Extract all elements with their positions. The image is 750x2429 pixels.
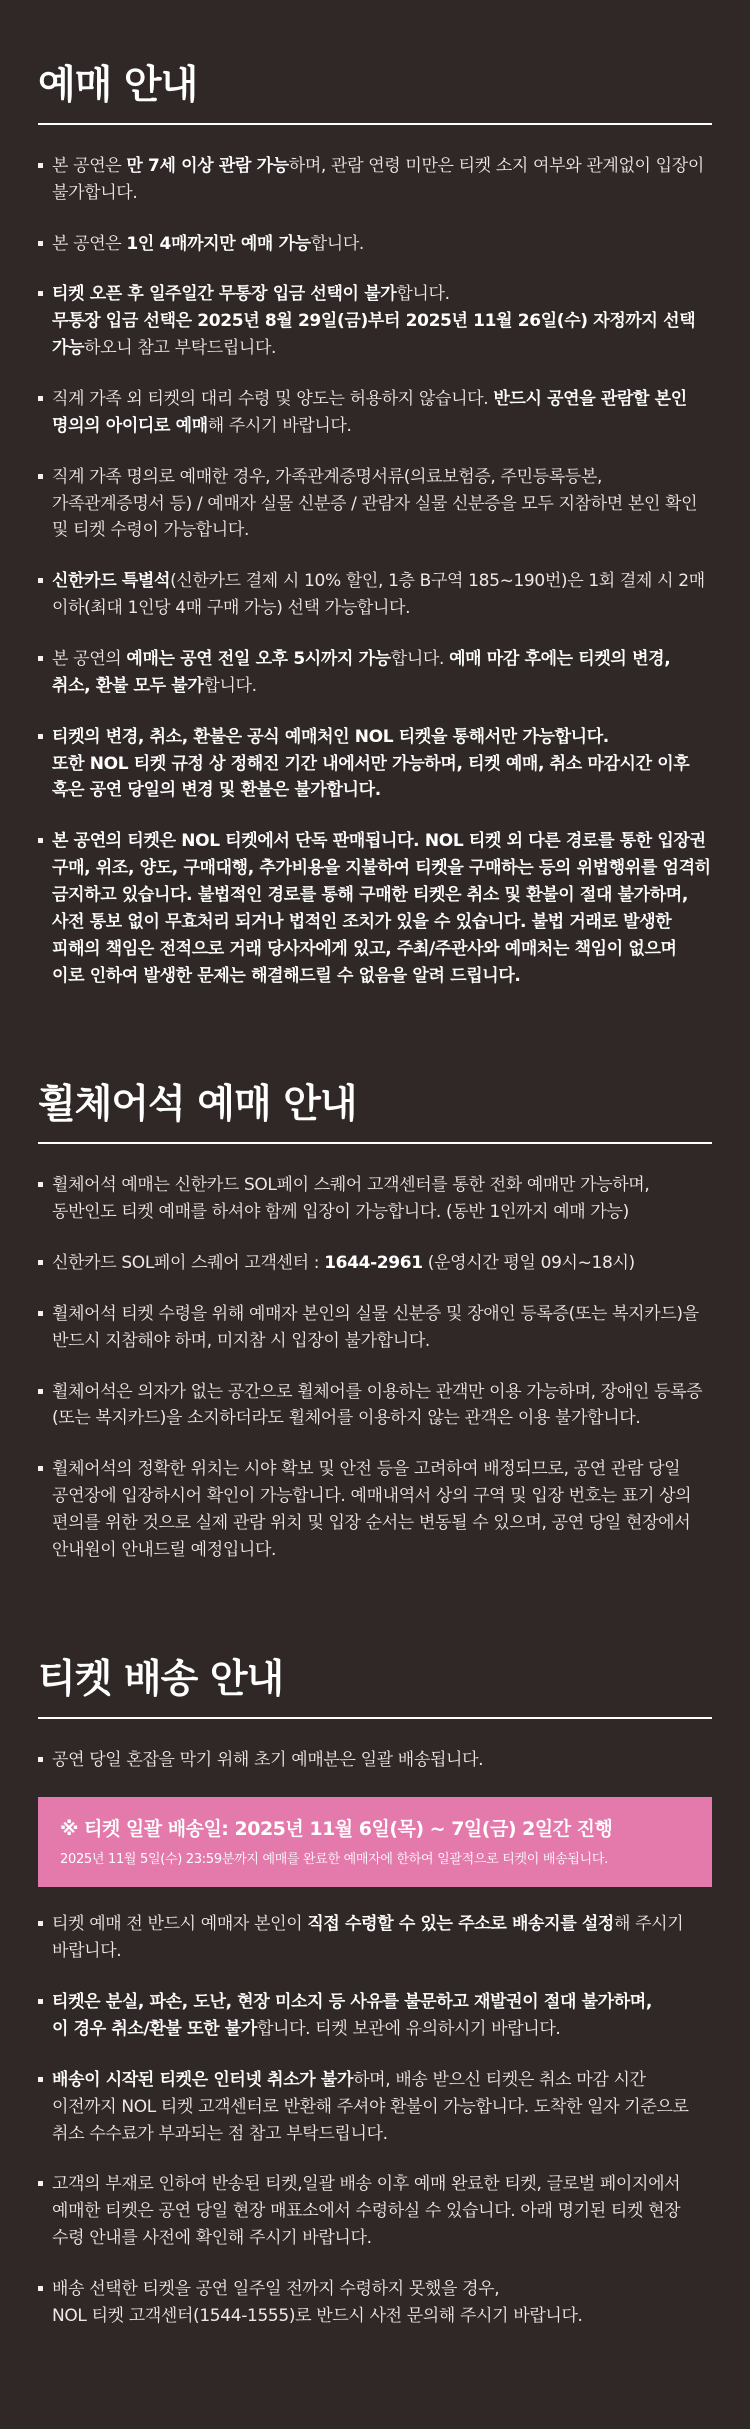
emphasized-text: 1인 4매까지만 예매 가능 xyxy=(126,233,311,254)
emphasized-text: 신한카드 특별석 xyxy=(52,571,171,592)
emphasized-text: 반드시 공연을 관람할 본인 명의의 아이디로 예매 xyxy=(52,389,687,436)
notice-text: 합니다. xyxy=(390,649,450,670)
emphasized-text: 또한 NOL 티켓 규정 상 정해진 기간 내에서만 가능하며, 티켓 예매, 취소 마감시간 이후 혹은 공연 당일의 변경 및 환불은 불가합니다. xyxy=(52,753,690,801)
emphasized-text: 만 7세 이상 관람 가능 xyxy=(126,155,289,176)
emphasized-text: 1644-2961 xyxy=(324,1253,423,1274)
notice-text: 해 주시기 바랍니다. xyxy=(207,415,352,436)
emphasized-text: 예매 마감 후에는 티켓의 변경, 취소, 환불 모두 불가 xyxy=(52,649,671,696)
emphasized-text: 이 경우 취소/환불 또한 불가 xyxy=(52,2019,257,2040)
notice-item xyxy=(38,724,712,805)
notice-text: 본 공연은 xyxy=(52,155,127,176)
notice-text: 하오니 참고 부탁드립니다. xyxy=(84,338,277,359)
notice-text: 휠체어석 예매는 신한카드 SOL페이 스퀘어 고객센터를 통한 전화 예매만 가능하며, 동반인도 티켓 예매를 하셔야 함께 입장이 가능합니다. (동반 1인까지 예매 가능) xyxy=(52,1175,650,1223)
section-title: 티켓 배송 안내 xyxy=(38,1658,712,1719)
notice-list xyxy=(38,153,712,990)
notice-item xyxy=(38,1989,712,2043)
notice-item xyxy=(38,2171,712,2252)
notice-text: 휠체어석 티켓 수령을 위해 예매자 본인의 실물 신분증 및 장애인 등록증(또는 복지카드)을 반드시 지참해야 하며, 미지참 시 입장이 불가합니다. xyxy=(52,1303,699,1351)
notice-item xyxy=(38,153,712,207)
notice-text: 공연 당일 혼잡을 막기 위해 초기 예매분은 일괄 배송됩니다. xyxy=(52,1749,484,1770)
notice-text: 신한카드 SOL페이 스퀘어 고객센터 : xyxy=(52,1253,325,1274)
delivery-highlight-box xyxy=(38,1797,712,1887)
notice-item xyxy=(38,1172,712,1226)
notice-section xyxy=(38,64,712,989)
notice-text: 합니다. xyxy=(396,284,450,305)
notice-section xyxy=(38,1658,712,2330)
notice-text: 본 공연의 xyxy=(52,649,127,670)
notice-text: (신한카드 결제 시 10% 할인, 1층 B구역 185~190번)은 1회 결제 시 2매 이하(최대 1인당 4매 구매 가능) 선택 가능합니다. xyxy=(52,571,705,619)
highlight-box-subtitle: 2025년 11월 5일(수) 23:59분까지 예매를 완료한 예매자에 한하여 일괄적으로 티켓이 배송됩니다. xyxy=(60,1851,608,1867)
notice-text: 배송 선택한 티켓을 공연 일주일 전까지 수령하지 못했을 경우, xyxy=(52,2279,500,2300)
notice-text: 휠체어석의 정확한 위치는 시야 확보 및 안전 등을 고려하여 배정되므로, 공연 관람 당일 공연장에 입장하시어 확인이 가능합니다. 예매내역서 상의 구역 및 입장 번호는 표기 상의 편의를 위한 것으로 실제 관람 위치 및 입장 순서는 변동될 수 있으며, 공연 당일 현장에서 안내원이 안내드릴 예정입니다. xyxy=(52,1459,692,1560)
notice-text: 고객의 부재로 인하여 반송된 티켓,일괄 배송 이후 예매 완료한 티켓, 글로벌 페이지에서 예매한 티켓은 공연 당일 현장 매표소에서 수령하실 수 있습니다. 아래 명기된 티켓 현장 수령 안내를 사전에 확인해 주시기 바랍니다. xyxy=(52,2174,681,2249)
notice-item xyxy=(38,1911,712,1965)
notice-list xyxy=(38,1911,712,2329)
notice-item xyxy=(38,2276,712,2330)
emphasized-text: 예매는 공연 전일 오후 5시까지 가능 xyxy=(126,649,391,670)
emphasized-text: 티켓 오픈 후 일주일간 무통장 입금 선택이 불가 xyxy=(52,284,397,305)
emphasized-text: 배송이 시작된 티켓은 인터넷 취소가 불가 xyxy=(52,2069,354,2090)
notice-item xyxy=(38,1747,712,1774)
emphasized-text: 무통장 입금 선택은 2025년 8월 29일(금)부터 2025년 11월 26일(수) 자정까지 선택 가능 xyxy=(52,311,696,359)
notice-section xyxy=(38,1083,712,1563)
notice-text: 휠체어석은 의자가 없는 공간으로 휠체어를 이용하는 관객만 이용 가능하며, 장애인 등록증(또는 복지카드)을 소지하더라도 휠체어를 이용하지 않는 관객은 이용 불가합니다. xyxy=(52,1381,703,1429)
notice-item xyxy=(38,281,712,362)
notice-list xyxy=(38,1747,712,1774)
notice-text: 하며, 관람 연령 미만은 티켓 소지 여부와 관계없이 입장이 불가합니다. xyxy=(52,155,704,203)
notice-item xyxy=(38,231,712,258)
notice-text: 합니다. xyxy=(310,233,364,254)
emphasized-text: 티켓의 변경, 취소, 환불은 공식 예매처인 NOL 티켓을 통해서만 가능합니다. xyxy=(52,726,609,747)
notice-list xyxy=(38,1172,712,1563)
notice-item xyxy=(38,386,712,440)
notice-text: 합니다. xyxy=(203,675,257,696)
emphasized-text: 티켓은 분실, 파손, 도난, 현장 미소지 등 사유를 불문하고 재발권이 절대 불가하며, xyxy=(52,1992,652,2013)
notice-text: 직계 가족 외 티켓의 대리 수령 및 양도는 허용하지 않습니다. xyxy=(52,389,494,409)
emphasized-text: 본 공연의 티켓은 NOL 티켓에서 단독 판매됩니다. NOL 티켓 외 다른 경로를 통한 입장권 구매, 위조, 양도, 구매대행, 추가비용을 지불하여 티켓을 구매하는 등의 위법행위를 엄격히 금지하고 있습니다. 불법적인 경로를 통해 구매한 티켓은 취소 및 환불이 절대 불가하며, 사전 통보 없이 무효처리 되거나 법적인 조치가 있을 수 있습니다. 불법 거래로 발생한 피해의 책임은 전적으로 거래 당사자에게 있고, 주최/주관사와 예매처는 책임이 없으며 이로 인하여 발생한 문제는 해결해드릴 수 없음을 알려 드립니다. xyxy=(52,831,711,986)
notice-item xyxy=(38,1250,712,1277)
section-title: 예매 안내 xyxy=(38,64,712,125)
notice-item xyxy=(38,464,712,545)
notice-text: 합니다. 티켓 보관에 유의하시기 바랍니다. xyxy=(256,2019,561,2040)
notice-item xyxy=(38,568,712,622)
notice-item xyxy=(38,2067,712,2148)
section-title: 휠체어석 예매 안내 xyxy=(38,1083,712,1144)
notice-text: (운영시간 평일 09시~18시) xyxy=(422,1253,635,1274)
notice-text: 해 주시기 바랍니다. xyxy=(52,1914,684,1962)
notice-text: 본 공연은 xyxy=(52,233,127,254)
notice-item xyxy=(38,1301,712,1355)
notice-text: 직계 가족 명의로 예매한 경우, 가족관계증명서류(의료보험증, 주민등록등본, 가족관계증명서 등) / 예매자 실물 신분증 / 관람자 실물 신분증을 모두 지참하면 본인 확인 및 티켓 수령이 가능합니다. xyxy=(52,466,698,541)
notice-sections xyxy=(38,64,712,2330)
notice-item xyxy=(38,828,712,989)
notice-text: 티켓 예매 전 반드시 예매자 본인이 xyxy=(52,1914,308,1935)
emphasized-text: 직접 수령할 수 있는 주소로 배송지를 설정 xyxy=(307,1914,614,1935)
notice-text: 하며, 배송 받으신 티켓은 취소 마감 시간 이전까지 NOL 티켓 고객센터로 반환해 주셔야 환불이 가능합니다. 도착한 일자 기준으로 취소 수수료가 부과되는 점 참고 부탁드립니다. xyxy=(52,2069,689,2144)
notice-text: NOL 티켓 고객센터(1544-1555)로 반드시 사전 문의해 주시기 바랍니다. xyxy=(52,2305,583,2326)
notice-item xyxy=(38,1379,712,1433)
notice-item xyxy=(38,646,712,700)
notice-item xyxy=(38,1456,712,1563)
highlight-box-title: ※ 티켓 일괄 배송일: 2025년 11월 6일(목) ~ 7일(금) 2일간 진행 xyxy=(60,1818,613,1841)
